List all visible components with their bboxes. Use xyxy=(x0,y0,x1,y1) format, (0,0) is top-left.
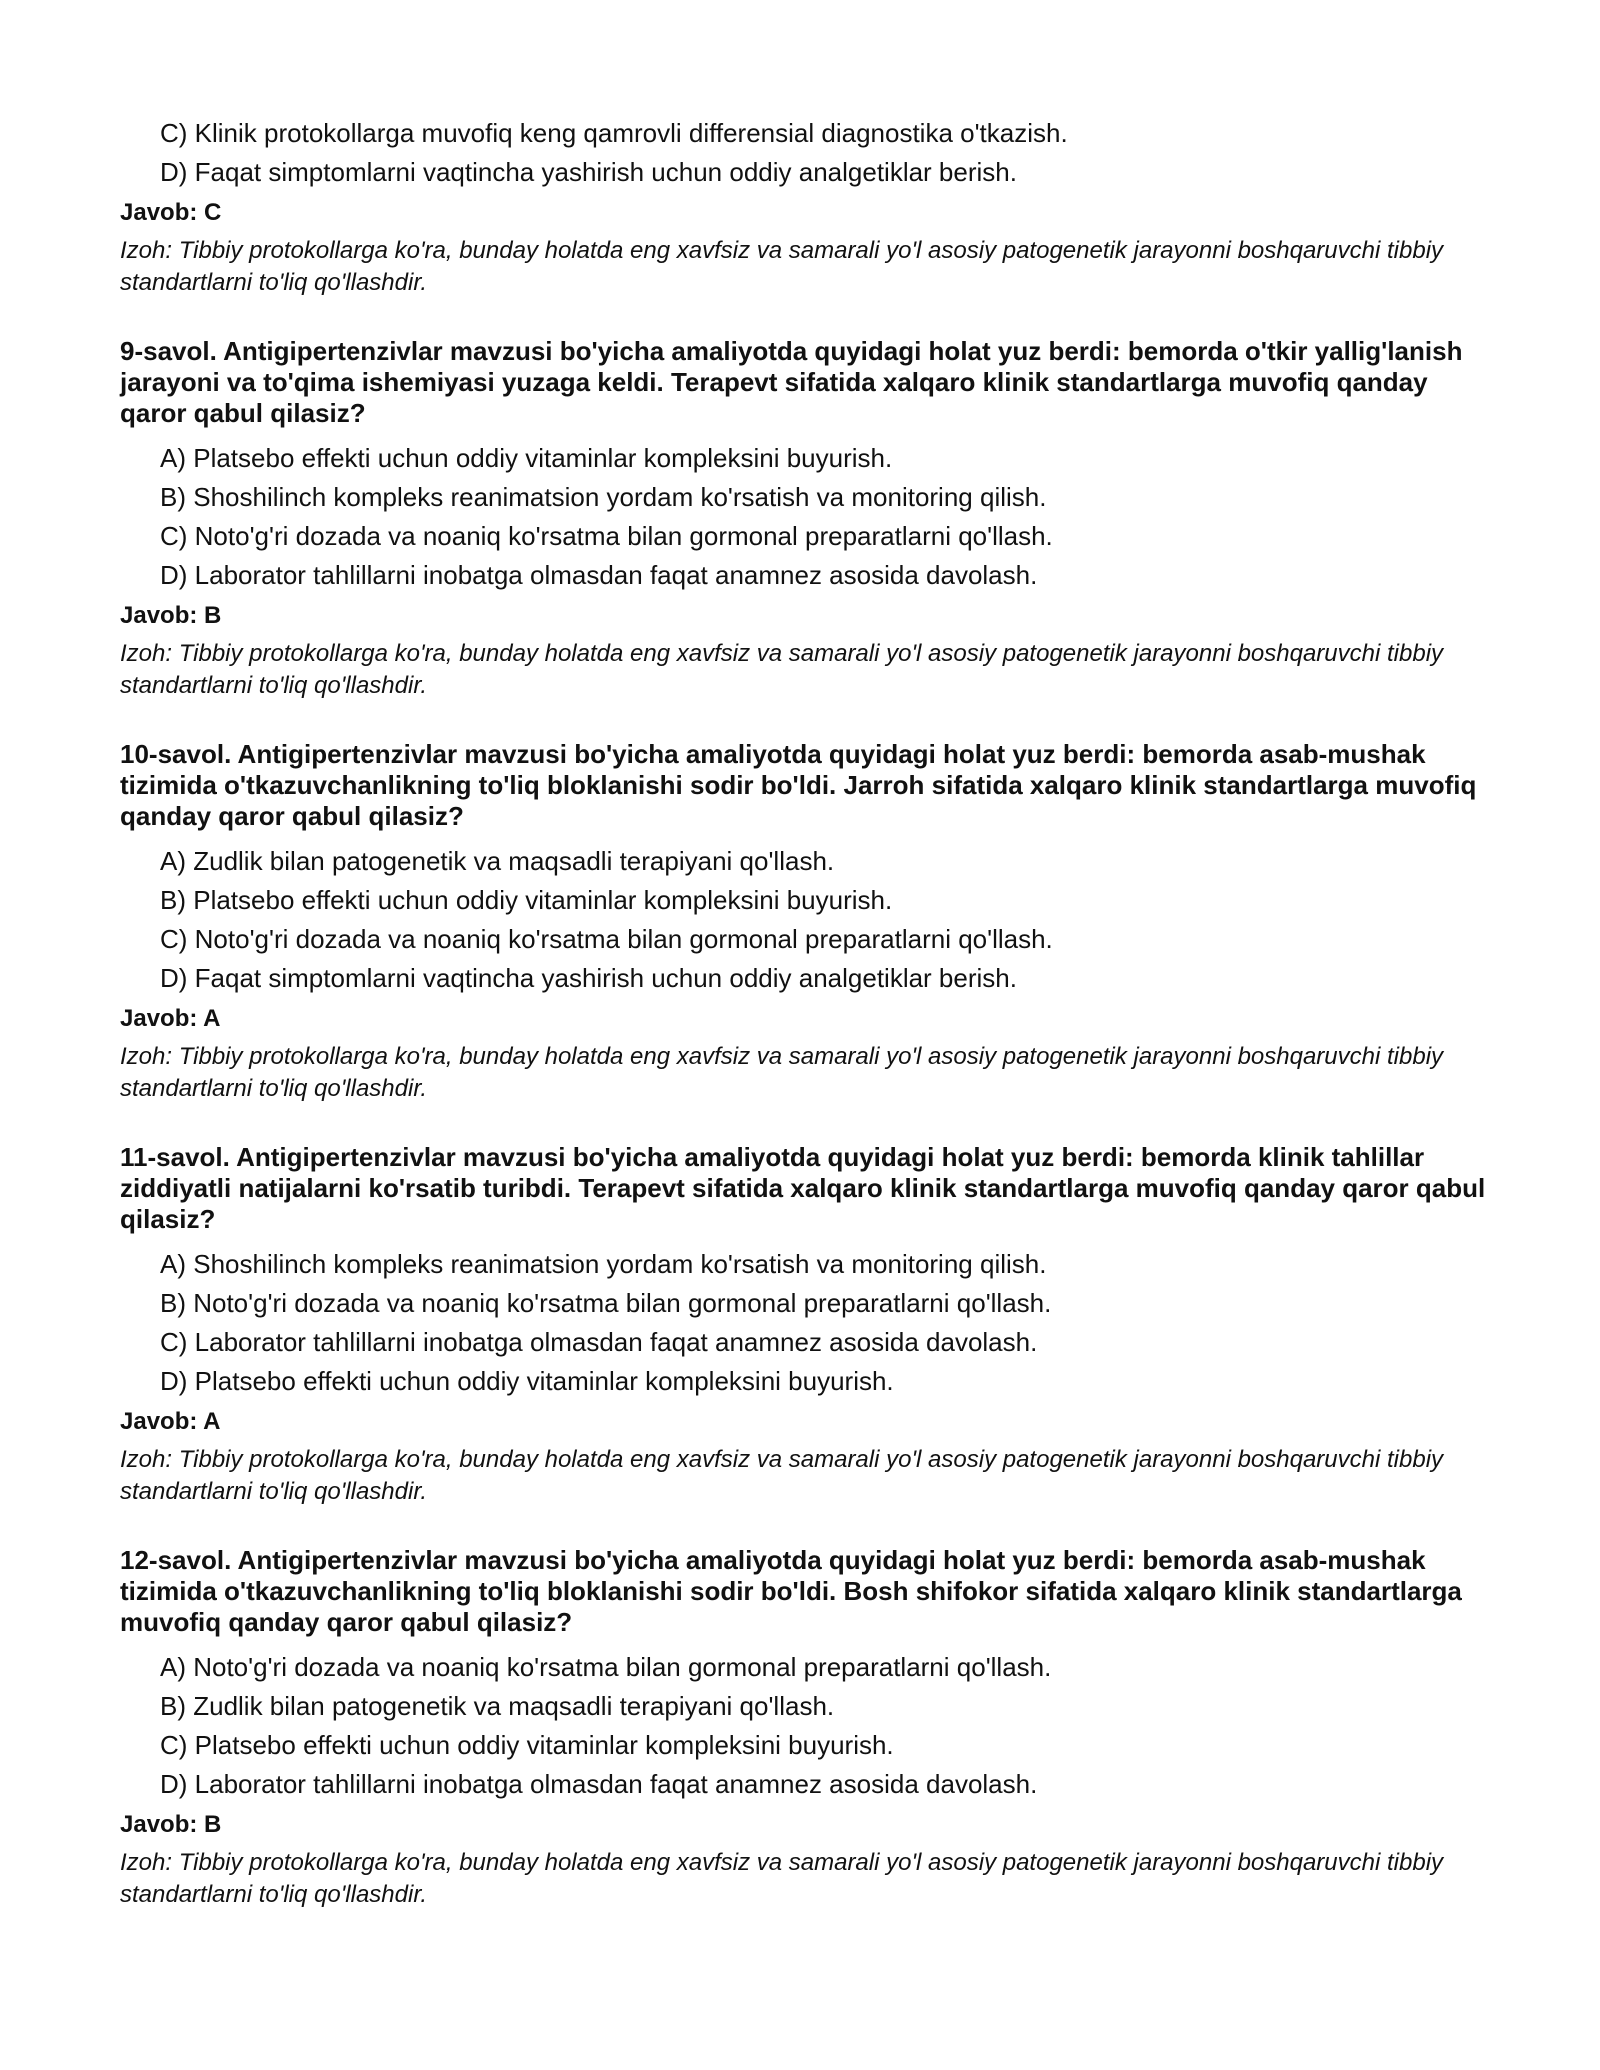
answer-option: A) Noto'g'ri dozada va noaniq ko'rsatma bilan gormonal preparatlarni qo'llash. xyxy=(160,1652,1052,1682)
explanation-note: Izoh: Tibbiy protokollarga ko'ra, bunday holatda eng xavfsiz va samarali yo'l asosiy patogenetik jarayonni boshqaruvchi tibbiy standartlarni to'liq qo'llashdir. xyxy=(120,640,1444,699)
answer-option: D) Laborator tahlillarni inobatga olmasdan faqat anamnez asosida davolash. xyxy=(160,1769,1038,1799)
answer-option: A) Shoshilinch kompleks reanimatsion yordam ko'rsatish va monitoring qilish. xyxy=(160,1249,1047,1279)
correct-answer: Javob: C xyxy=(120,199,222,226)
answer-option: C) Laborator tahlillarni inobatga olmasdan faqat anamnez asosida davolash. xyxy=(160,1327,1038,1357)
answer-option: B) Zudlik bilan patogenetik va maqsadli terapiyani qo'llash. xyxy=(160,1691,835,1721)
explanation-note: Izoh: Tibbiy protokollarga ko'ra, bunday holatda eng xavfsiz va samarali yo'l asosiy patogenetik jarayonni boshqaruvchi tibbiy standartlarni to'liq qo'llashdir. xyxy=(120,1849,1444,1908)
answer-option: D) Faqat simptomlarni vaqtincha yashirish uchun oddiy analgetiklar berish. xyxy=(160,963,1017,993)
answer-option: B) Noto'g'ri dozada va noaniq ko'rsatma bilan gormonal preparatlarni qo'llash. xyxy=(160,1288,1052,1318)
question-block xyxy=(120,1142,1500,1508)
answer-option: C) Noto'g'ri dozada va noaniq ko'rsatma bilan gormonal preparatlarni qo'llash. xyxy=(160,924,1053,954)
document-page xyxy=(120,118,1500,1911)
explanation-note: Izoh: Tibbiy protokollarga ko'ra, bunday holatda eng xavfsiz va samarali yo'l asosiy patogenetik jarayonni boshqaruvchi tibbiy standartlarni to'liq qo'llashdir. xyxy=(120,1446,1444,1505)
question-block-continued xyxy=(120,118,1500,299)
answer-option: C) Noto'g'ri dozada va noaniq ko'rsatma bilan gormonal preparatlarni qo'llash. xyxy=(160,521,1053,551)
question-block xyxy=(120,336,1500,702)
question-text: 10-savol. Antigipertenzivlar mavzusi bo'yicha amaliyotda quyidagi holat yuz berdi: bemorda asab-mushak tizimida o'tkazuvchanlikning to'liq bloklanishi sodir bo'ldi. Jarroh sifatida xalqaro klinik standartlarga muvofiq qanday qaror qabul qilasiz? xyxy=(120,739,1477,831)
answer-option: B) Platsebo effekti uchun oddiy vitaminlar kompleksini buyurish. xyxy=(160,885,893,915)
correct-answer: Javob: B xyxy=(120,1811,222,1838)
explanation-note: Izoh: Tibbiy protokollarga ko'ra, bunday holatda eng xavfsiz va samarali yo'l asosiy patogenetik jarayonni boshqaruvchi tibbiy standartlarni to'liq qo'llashdir. xyxy=(120,1043,1444,1102)
correct-answer: Javob: B xyxy=(120,602,222,629)
answer-option: C) Klinik protokollarga muvofiq keng qamrovli differensial diagnostika o'tkazish. xyxy=(160,118,1068,148)
correct-answer: Javob: A xyxy=(120,1005,221,1032)
question-text: 12-savol. Antigipertenzivlar mavzusi bo'yicha amaliyotda quyidagi holat yuz berdi: bemorda asab-mushak tizimida o'tkazuvchanlikning to'liq bloklanishi sodir bo'ldi. Bosh shifokor sifatida xalqaro klinik standartlarga muvofiq qanday qaror qabul qilasiz? xyxy=(120,1545,1462,1637)
answer-option: C) Platsebo effekti uchun oddiy vitaminlar kompleksini buyurish. xyxy=(160,1730,894,1760)
answer-option: A) Zudlik bilan patogenetik va maqsadli terapiyani qo'llash. xyxy=(160,846,835,876)
question-block xyxy=(120,739,1500,1105)
answer-option: D) Faqat simptomlarni vaqtincha yashirish uchun oddiy analgetiklar berish. xyxy=(160,157,1017,187)
answer-option: A) Platsebo effekti uchun oddiy vitaminlar kompleksini buyurish. xyxy=(160,443,893,473)
explanation-note: Izoh: Tibbiy protokollarga ko'ra, bunday holatda eng xavfsiz va samarali yo'l asosiy patogenetik jarayonni boshqaruvchi tibbiy standartlarni to'liq qo'llashdir. xyxy=(120,237,1444,296)
question-text: 11-savol. Antigipertenzivlar mavzusi bo'yicha amaliyotda quyidagi holat yuz berdi: bemorda klinik tahlillar ziddiyatli natijalarni ko'rsatib turibdi. Terapevt sifatida xalqaro klinik standartlarga muvofiq qanday qaror qabul qilasiz? xyxy=(120,1142,1486,1234)
answer-option: D) Laborator tahlillarni inobatga olmasdan faqat anamnez asosida davolash. xyxy=(160,560,1038,590)
answer-option: D) Platsebo effekti uchun oddiy vitaminlar kompleksini buyurish. xyxy=(160,1366,894,1396)
question-text: 9-savol. Antigipertenzivlar mavzusi bo'yicha amaliyotda quyidagi holat yuz berdi: bemorda o'tkir yallig'lanish jarayoni va to'qima ishemiyasi yuzaga keldi. Terapevt sifatida xalqaro klinik standartlarga muvofiq qanday qaror qabul qilasiz? xyxy=(120,336,1463,428)
correct-answer: Javob: A xyxy=(120,1408,221,1435)
answer-option: B) Shoshilinch kompleks reanimatsion yordam ko'rsatish va monitoring qilish. xyxy=(160,482,1047,512)
question-block xyxy=(120,1545,1500,1911)
